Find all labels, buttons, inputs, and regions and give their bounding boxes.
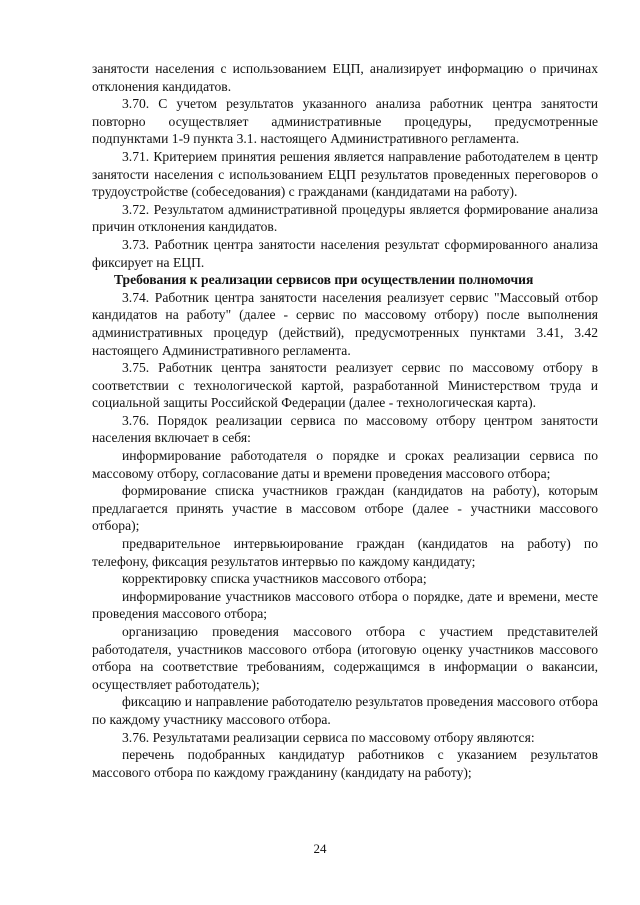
list-item: корректировку списка участников массового отбора; [122,571,427,587]
list-item: информирование работодателя о порядке и сроках реализации сервиса по массовому отбору, согласование даты и времени проведения массового отбора; [92,448,598,481]
paragraph-3-76: 3.76. Порядок реализации сервиса по массовому отбору центром занятости населения включает в себя: [92,412,598,446]
paragraph: занятости населения с использованием ЕЦП, анализирует информацию о причинах отклонения кандидатов. [92,61,598,94]
list-item: предварительное интервьюирование граждан (кандидатов на работу) по телефону, фиксация результатов интервью по каждому кандидату; [92,536,598,569]
section-heading: Требования к реализации сервисов при осуществлении полномочия [114,272,534,288]
page-number: 24 [313,841,327,856]
paragraph-3-70: 3.70. С учетом результатов указанного анализа работник центра занятости повторно осуществляет административные процедуры, предусмотренные подпунктами 1-9 пункта 3.1. настоящего Административного регламента. [92,96,598,147]
list-item: перечень подобранных кандидатур работников с указанием результатов массового отбора по каждому гражданину (кандидату на работу); [92,747,598,780]
list-item: формирование списка участников граждан (кандидатов на работу), которым предлагается принять участие в массовом отборе (далее - участники массового отбора); [92,483,598,534]
list-item: организацию проведения массового отбора с участием представителей работодателя, участников массового отбора (итоговую оценку участников массового отбора на соответствие требованиям, содержащимся в информации о вакансии, осуществляет работодатель); [92,624,598,692]
list-item: информирование участников массового отбора о порядке, дате и времени, месте проведения массового отбора; [92,588,598,622]
paragraph-3-75: 3.75. Работник центра занятости реализует сервис по массовому отбору в соответствии с технологической картой, разработанной Министерством труда и социальной защиты Российской Федерации (далее - технологическая карта). [92,360,598,411]
paragraph-3-71: 3.71. Критерием принятия решения является направление работодателем в центр занятости населения с использованием ЕЦП результатов проведенных переговоров о трудоустройстве (собеседования) с гражданами (кандидатами на работу). [92,148,598,200]
paragraph-3-74: 3.74. Работник центра занятости населения реализует сервис "Массовый отбор кандидатов на работу" (далее - сервис по массовому отбору) после выполнения административных процедур (действий), предусмотренных пунктами 3.41, 3.42 настоящего Административного регламента. [92,289,598,358]
paragraph-3-73: 3.73. Работник центра занятости населения результат сформированного анализа фиксирует на ЕЦП. [92,236,598,270]
paragraph-3-76-results: 3.76. Результатами реализации сервиса по массовому отбору являются: [122,729,535,745]
list-item: фиксацию и направление работодателю результатов проведения массового отбора по каждому участнику массового отбора. [92,694,598,727]
paragraph-3-72: 3.72. Результатом административной процедуры является формирование анализа причин отклонения кандидатов. [92,201,598,235]
document-body [92,60,598,781]
